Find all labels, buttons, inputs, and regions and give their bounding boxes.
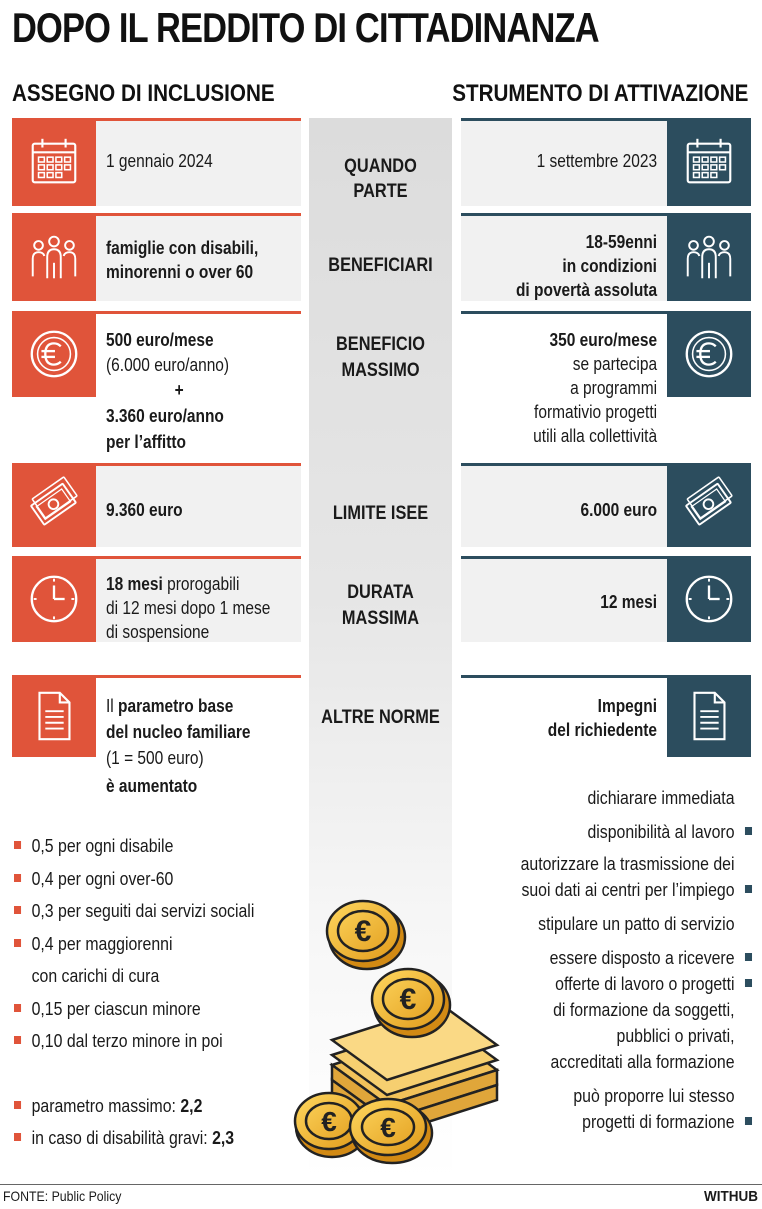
list-item: 0,15 per ciascun minore <box>14 993 254 1026</box>
bullet-square-icon <box>14 906 21 914</box>
people-icon <box>667 213 751 301</box>
right-durata-text: 12 mesi <box>600 592 657 612</box>
document-icon <box>12 675 96 757</box>
bullet-square-icon <box>14 1004 21 1012</box>
left-cell-beneficio <box>12 311 301 459</box>
list-item: autorizzare la trasmissione dei <box>520 854 735 874</box>
left-beneficio-line-3: 3.360 euro/anno <box>106 406 224 426</box>
left-durata-line-3: di sospensione <box>106 622 210 642</box>
label-beneficiari: BENEFICIARI <box>328 255 433 276</box>
list-item: 0,5 per ogni disabile <box>14 830 254 863</box>
right-cell-isee <box>461 463 751 547</box>
left-altre-line-4: è aumentato <box>106 776 198 796</box>
left-durata-rest: prorogabili <box>162 574 240 594</box>
plus-sign: + <box>174 380 184 400</box>
list-item: accreditati alla formazione <box>550 1052 735 1072</box>
right-cell-beneficio <box>461 311 751 459</box>
brand-logo: WITHUB <box>704 1188 758 1205</box>
svg-text:€: € <box>354 915 372 948</box>
left-altre-line-2: del nucleo familiare <box>106 722 251 742</box>
right-beneficio-line-3: a programmi <box>570 378 657 398</box>
row-beneficiari <box>0 213 762 301</box>
right-cell-beneficiari <box>461 213 751 301</box>
list-item: disponibilità al lavoro <box>520 819 752 845</box>
left-isee-text: 9.360 euro <box>106 500 183 520</box>
bullet-square-icon <box>745 885 752 893</box>
list-item: dichiarare immediata <box>587 788 735 808</box>
list-item: offerte di lavoro o progetti <box>520 971 752 997</box>
left-cell-beneficiari <box>12 213 301 301</box>
obligations-list <box>489 785 752 1135</box>
bullet-square-icon <box>745 953 752 961</box>
left-beneficiari-line-2: minorenni o over 60 <box>106 262 254 282</box>
left-altre-line-1 <box>106 694 233 718</box>
euro-coin-icon <box>667 311 751 397</box>
parameter-list <box>14 830 287 1155</box>
right-beneficiari-line-3: di povertà assoluta <box>515 280 657 300</box>
left-beneficiari-line-1: famiglie con disabili, <box>106 238 259 258</box>
list-item: 0,3 per seguiti dai servizi sociali <box>14 895 254 928</box>
coins-and-banknotes-icon <box>292 895 502 1165</box>
row-quando-parte <box>0 118 762 206</box>
left-durata-line-2: di 12 mesi dopo 1 mese <box>106 598 271 618</box>
right-altre-line-1: Impegni <box>597 696 657 716</box>
clock-icon <box>12 556 96 642</box>
label-durata: DURATA <box>347 582 414 603</box>
label-massima: MASSIMA <box>341 608 420 629</box>
list-item: 0,10 dal terzo minore in poi <box>14 1025 254 1058</box>
list-item: stipulare un patto di servizio <box>538 914 735 934</box>
clock-icon <box>667 556 751 642</box>
list-item: di formazione da soggetti, <box>553 1000 735 1020</box>
disabilita-gravi: in caso di disabilità gravi: 2,3 <box>14 1122 254 1155</box>
right-beneficiari-line-2: in condizioni <box>562 256 657 276</box>
left-beneficio-line-2: (6.000 euro/anno) <box>106 355 230 375</box>
right-cell-durata <box>461 556 751 642</box>
left-beneficio-plus <box>106 378 252 402</box>
right-cell-quando <box>461 118 751 206</box>
bullet-square-icon <box>745 1117 752 1125</box>
svg-text:€: € <box>399 983 417 1016</box>
list-item: pubblici o privati, <box>616 1026 735 1046</box>
footer-divider <box>0 1184 762 1185</box>
euro-coin-icon <box>12 311 96 397</box>
label-massimo: MASSIMO <box>341 360 420 381</box>
bullet-square-icon <box>745 979 752 987</box>
list-item: con carichi di cura <box>31 966 160 986</box>
right-cell-altre <box>461 675 751 799</box>
left-durata-bold: 18 mesi <box>106 574 163 594</box>
people-icon <box>12 213 96 301</box>
bullet-square-icon <box>14 1133 21 1141</box>
svg-text:€: € <box>321 1106 337 1137</box>
right-beneficio-line-1: 350 euro/mese <box>549 330 657 350</box>
right-isee-text: 6.000 euro <box>580 500 657 520</box>
bullet-square-icon <box>14 1101 21 1109</box>
svg-text:€: € <box>380 1112 396 1143</box>
left-durata-line-1 <box>106 572 239 596</box>
bullet-square-icon <box>745 827 752 835</box>
source-note: FONTE: Public Policy <box>3 1188 122 1204</box>
left-quando-text: 1 gennaio 2024 <box>106 151 213 171</box>
bullet-square-icon <box>14 841 21 849</box>
list-item: 0,4 per ogni over-60 <box>14 863 254 896</box>
label-quando-parte: QUANDO PARTE <box>344 156 417 202</box>
right-beneficiari-line-1: 18-59enni <box>585 232 657 252</box>
list-item: suoi dati ai centri per l’impiego <box>520 877 752 903</box>
left-altre-bold: parametro base <box>113 696 234 716</box>
calendar-icon <box>667 118 751 206</box>
left-altre-prefix: Il <box>106 696 114 716</box>
right-beneficio-line-2: se partecipa <box>572 354 657 374</box>
list-item: progetti di formazione <box>520 1109 752 1135</box>
row-altre-norme <box>0 675 762 799</box>
bullet-square-icon <box>14 874 21 882</box>
row-durata-massima <box>0 556 762 642</box>
banknotes-icon <box>667 463 751 547</box>
bullet-square-icon <box>14 939 21 947</box>
banknotes-icon <box>12 463 96 547</box>
left-cell-altre <box>12 675 301 799</box>
right-altre-line-2: del richiedente <box>547 720 657 740</box>
right-column-header: STRUMENTO DI ATTIVAZIONE <box>451 80 748 107</box>
left-cell-quando <box>12 118 301 206</box>
bullet-square-icon <box>14 1036 21 1044</box>
label-limite-isee: LIMITE ISEE <box>332 503 429 524</box>
list-item: essere disposto a ricevere <box>520 945 752 971</box>
document-icon <box>667 675 751 757</box>
row-limite-isee <box>0 463 762 547</box>
right-quando-text: 1 settembre 2023 <box>536 151 657 171</box>
left-column-header: ASSEGNO DI INCLUSIONE <box>12 80 275 107</box>
list-item: 0,4 per maggiorenni <box>14 928 254 961</box>
left-cell-durata <box>12 556 301 642</box>
label-altre-norme: ALTRE NORME <box>321 707 440 728</box>
calendar-icon <box>12 118 96 206</box>
row-beneficio-massimo <box>0 311 762 459</box>
label-beneficio: BENEFICIO <box>336 334 425 355</box>
left-beneficio-line-4: per l’affitto <box>106 432 186 452</box>
left-cell-isee <box>12 463 301 547</box>
right-beneficio-line-4: formativio progetti <box>533 402 657 422</box>
page-title: DOPO IL REDDITO DI CITTADINANZA <box>12 4 599 51</box>
right-beneficio-line-5: utili alla collettività <box>533 426 657 446</box>
parametro-massimo: parametro massimo: 2,2 <box>14 1090 254 1123</box>
left-altre-line-3: (1 = 500 euro) <box>106 748 204 768</box>
list-item: può proporre lui stesso <box>573 1086 735 1106</box>
left-beneficio-line-1: 500 euro/mese <box>106 330 214 350</box>
list-spacer <box>14 1058 254 1090</box>
